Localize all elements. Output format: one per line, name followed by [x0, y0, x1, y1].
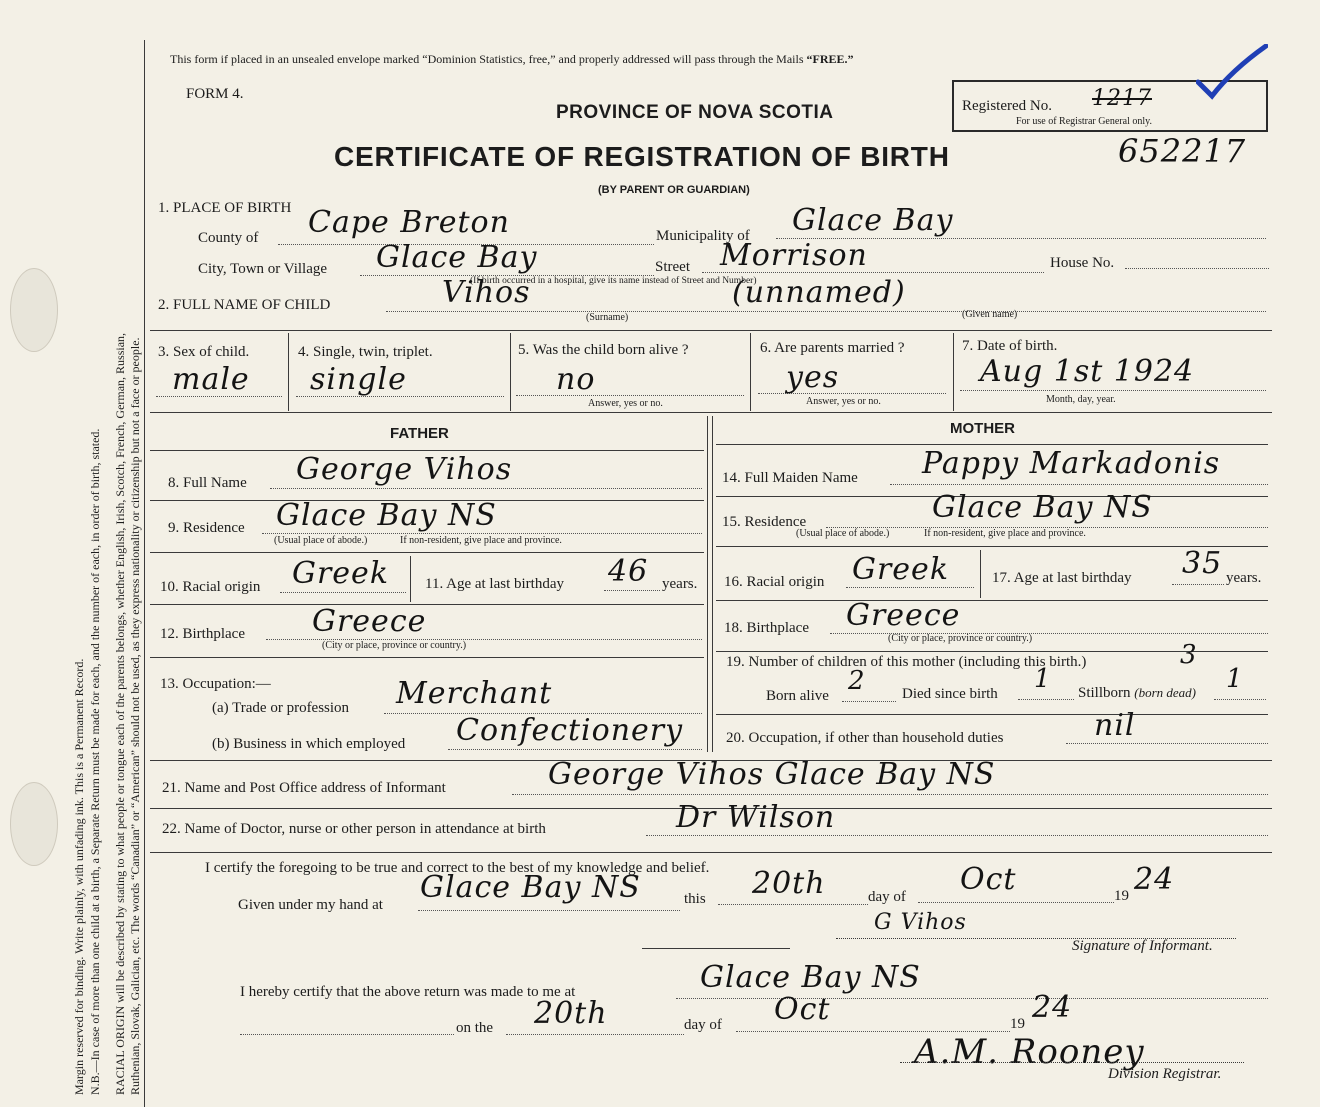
- surname-caption: (Surname): [586, 312, 629, 323]
- mother-age-line: [1172, 584, 1224, 585]
- stillborn-label: [1078, 685, 1196, 702]
- father-residence-line: [262, 533, 702, 534]
- married-caption: Answer, yes or no.: [806, 396, 881, 407]
- rule-box-5: [750, 333, 751, 411]
- margin-note-multiple-births: N.B.—In case of more than one child at a birth, a Separate Return must be made for each, and the number of each, in order of birth, stated.: [88, 428, 102, 1095]
- father-residence-label: 9. Residence: [168, 520, 245, 536]
- plurality-label: 4. Single, twin, triplet.: [298, 344, 433, 360]
- margin-rule: [144, 40, 145, 1107]
- mother-age-years: years.: [1226, 570, 1262, 586]
- given-name-caption: (Given name): [962, 309, 1018, 320]
- date-of-birth-line: [960, 390, 1266, 391]
- registrar-signature: A.M. Rooney: [914, 1032, 1145, 1072]
- father-usual-caption: (Usual place of abode.): [274, 535, 368, 546]
- mail-note-text: This form if placed in an unsealed envelope marked “Dominion Statistics, free,” and properly addressed will pass through the Mails: [170, 52, 807, 66]
- check-mark-icon: [1196, 44, 1268, 100]
- born-alive-line: [516, 395, 744, 396]
- doctor-value: Dr Wilson: [676, 800, 836, 835]
- mother-occupation-label: 20. Occupation, if other than household duties: [726, 730, 1004, 746]
- plurality-value: single: [310, 362, 407, 397]
- mother-racial-value: Greek: [852, 552, 949, 587]
- father-age-value: 46: [608, 554, 649, 589]
- municipality-label: Municipality of: [656, 228, 750, 244]
- received-at-value: Glace Bay NS: [700, 960, 921, 995]
- received-day-of-label: day of: [684, 1017, 722, 1033]
- father-rule-3: [150, 552, 704, 553]
- mother-rule-6: [716, 714, 1268, 715]
- page-subtitle: (BY PARENT OR GUARDIAN): [598, 184, 750, 196]
- street-value: Morrison: [720, 238, 868, 273]
- given-at-line: [418, 910, 680, 911]
- father-rule-5: [150, 657, 704, 658]
- mother-name-label: 14. Full Maiden Name: [722, 470, 858, 486]
- registered-label: Registered No.: [962, 98, 1052, 114]
- children-count-label: 19. Number of children of this mother (including this birth.): [726, 654, 1087, 670]
- died-since-line: [1018, 699, 1074, 700]
- father-age-line: [604, 590, 660, 591]
- received-year-value: 24: [1032, 990, 1073, 1025]
- mother-usual-caption: (Usual place of abode.): [796, 528, 890, 539]
- married-label: 6. Are parents married ?: [760, 340, 905, 356]
- father-residence-value: Glace Bay NS: [276, 498, 497, 533]
- mother-rule-1: [716, 444, 1268, 445]
- mother-heading: MOTHER: [950, 420, 1015, 437]
- signature-informant-caption: Signature of Informant.: [1072, 938, 1213, 954]
- received-year-prefix: 19: [1010, 1016, 1025, 1032]
- received-lead-line: [240, 1034, 454, 1035]
- doctor-line: [646, 835, 1268, 836]
- full-name-label: 2. FULL NAME OF CHILD: [158, 297, 331, 313]
- business-line: [448, 749, 702, 750]
- given-day-line: [718, 904, 868, 905]
- hospital-note: (If birth occurred in a hospital, give its name instead of Street and Number): [470, 276, 757, 286]
- date-of-birth-value: Aug 1st 1924: [980, 354, 1195, 389]
- given-at-value: Glace Bay NS: [420, 870, 641, 905]
- born-alive-caption: Answer, yes or no.: [588, 398, 663, 409]
- mother-birthplace-label: 18. Birthplace: [724, 620, 809, 636]
- father-name-value: George Vihos: [296, 452, 513, 487]
- father-birthplace-caption: (City or place, province or country.): [322, 640, 467, 651]
- certify-statement: I certify the foregoing to be true and correct to the best of my knowledge and belief.: [205, 860, 710, 876]
- given-day-value: 20th: [752, 866, 826, 901]
- born-alive-count-line: [842, 701, 896, 702]
- stillborn-text: Stillborn: [1078, 685, 1131, 701]
- informant-line: [512, 794, 1268, 795]
- rule-row3-top: [150, 330, 1272, 331]
- date-of-birth-caption: Month, day, year.: [1046, 394, 1116, 405]
- registrar-note: For use of Registrar General only.: [1016, 116, 1152, 127]
- given-month-value: Oct: [960, 862, 1017, 897]
- sex-label: 3. Sex of child.: [158, 344, 250, 360]
- father-heading: FATHER: [390, 425, 449, 442]
- given-name-value: (unnamed): [732, 275, 906, 310]
- born-dead-caption: (born dead): [1134, 685, 1197, 700]
- died-since-value: 1: [1034, 664, 1052, 694]
- received-month-value: Oct: [774, 992, 831, 1027]
- margin-note-racial-origin: RACIAL ORIGIN will be described by stating to what people or tongue each of the parents belongs, whether English, Irish, Scotch, French, German, Russian,: [113, 332, 127, 1095]
- mother-nonresident-caption: If non-resident, give place and province.: [924, 528, 1086, 539]
- given-this-label: this: [684, 891, 706, 907]
- county-label: County of: [198, 230, 259, 246]
- rule-doctor-bottom: [150, 852, 1272, 853]
- born-alive-count-label: Born alive: [766, 688, 829, 704]
- father-age-years: years.: [662, 576, 698, 592]
- received-day-line: [506, 1034, 684, 1035]
- mother-racial-line: [846, 587, 974, 588]
- father-mother-divider-2: [712, 416, 713, 752]
- full-name-line: [386, 311, 1266, 312]
- hereby-label: I hereby certify that the above return was made to me at: [240, 984, 576, 1000]
- father-mother-divider: [707, 416, 708, 752]
- given-day-of-label: day of: [868, 889, 906, 905]
- occupation-label: 13. Occupation:—: [160, 676, 271, 692]
- mother-occupation-value: nil: [1094, 708, 1136, 743]
- mother-residence-value: Glace Bay NS: [932, 490, 1153, 525]
- given-year-value: 24: [1134, 862, 1175, 897]
- father-birthplace-value: Greece: [312, 604, 427, 639]
- rule-box-4: [510, 333, 511, 411]
- stillborn-line: [1214, 699, 1266, 700]
- registered-number-struck: 1217: [1092, 86, 1152, 111]
- mother-name-value: Pappy Markadonis: [922, 446, 1221, 481]
- received-at-line: [676, 998, 1268, 999]
- city-label: City, Town or Village: [198, 261, 328, 277]
- on-the-label: on the: [456, 1020, 494, 1036]
- date-of-birth-label: 7. Date of birth.: [962, 338, 1058, 354]
- mother-name-line: [890, 484, 1268, 485]
- registration-number: 652217: [1118, 132, 1247, 170]
- city-value: Glace Bay: [376, 240, 538, 275]
- page-title: CERTIFICATE OF REGISTRATION OF BIRTH: [334, 141, 950, 172]
- died-since-label: Died since birth: [902, 686, 998, 702]
- mother-birthplace-value: Greece: [846, 598, 961, 633]
- father-nonresident-caption: If non-resident, give place and province.: [400, 535, 562, 546]
- father-racial-value: Greek: [292, 556, 389, 591]
- house-no-label: House No.: [1050, 255, 1115, 271]
- business-value: Confectionery: [456, 713, 684, 748]
- father-birthplace-label: 12. Birthplace: [160, 626, 245, 642]
- father-age-label: 11. Age at last birthday: [425, 576, 564, 592]
- mother-residence-label: 15. Residence: [722, 514, 807, 530]
- mother-racial-divider: [980, 550, 981, 598]
- doctor-label: 22. Name of Doctor, nurse or other person in attendance at birth: [162, 821, 546, 837]
- mail-note-free: “FREE.”: [806, 52, 854, 66]
- rule-box-3: [288, 333, 289, 411]
- given-year-prefix: 19: [1114, 888, 1129, 904]
- married-value: yes: [786, 360, 840, 395]
- father-name-line: [270, 488, 702, 489]
- informant-signature: G Vihos: [874, 910, 967, 935]
- separator-line: [642, 948, 790, 949]
- mother-rule-4: [716, 600, 1268, 601]
- mother-age-label: 17. Age at last birthday: [992, 570, 1132, 586]
- father-rule-4: [150, 604, 704, 605]
- county-value: Cape Breton: [308, 205, 510, 240]
- trade-value: Merchant: [396, 676, 553, 711]
- born-alive-count-value: 2: [848, 666, 866, 696]
- mother-occupation-line: [1066, 743, 1268, 744]
- born-alive-label: 5. Was the child born alive ?: [518, 342, 689, 358]
- province-heading: PROVINCE OF NOVA SCOTIA: [556, 102, 834, 123]
- surname-value: Vihos: [442, 275, 531, 310]
- father-racial-line: [280, 592, 406, 593]
- father-racial-label: 10. Racial origin: [160, 579, 261, 595]
- division-registrar-caption: Division Registrar.: [1108, 1066, 1222, 1082]
- received-day-value: 20th: [534, 996, 608, 1031]
- informant-label: 21. Name and Post Office address of Informant: [162, 780, 446, 796]
- rule-box-6: [953, 333, 954, 411]
- binding-hole-bottom: [10, 782, 58, 866]
- father-name-label: 8. Full Name: [168, 475, 247, 491]
- form-number: FORM 4.: [186, 86, 244, 102]
- trade-label: (a) Trade or profession: [212, 700, 350, 716]
- margin-note-nationality: Ruthenian, Slovak, Galician, etc. The words “Canadian” or “American” should not be used, as they express nationality or citizenship but not a face or people.: [128, 337, 142, 1095]
- father-racial-divider: [410, 556, 411, 602]
- stillborn-value: 1: [1226, 664, 1244, 694]
- mother-racial-label: 16. Racial origin: [724, 574, 825, 590]
- place-of-birth-label: 1. PLACE OF BIRTH: [158, 200, 292, 216]
- sex-value: male: [172, 362, 250, 397]
- given-month-line: [918, 902, 1114, 903]
- registrar-signature-line: [900, 1062, 1244, 1063]
- business-label: (b) Business in which employed: [212, 736, 406, 752]
- street-label: Street: [655, 259, 690, 275]
- municipality-value: Glace Bay: [792, 203, 954, 238]
- mother-age-value: 35: [1182, 546, 1223, 581]
- children-count-value: 3: [1180, 640, 1198, 670]
- mail-note: [170, 52, 854, 67]
- informant-value: George Vihos Glace Bay NS: [548, 757, 996, 792]
- born-alive-value: no: [556, 362, 596, 397]
- mother-birthplace-caption: (City or place, province or country.): [888, 633, 1033, 644]
- binding-hole-top: [10, 268, 58, 352]
- margin-note-binding: Margin reserved for binding. Write plainly, with unfading ink. This is a Permanent Record.: [72, 658, 86, 1095]
- house-no-line: [1125, 268, 1269, 269]
- given-under-label: Given under my hand at: [238, 897, 383, 913]
- rule-row3-bottom: [150, 412, 1272, 413]
- father-rule-1: [150, 450, 704, 451]
